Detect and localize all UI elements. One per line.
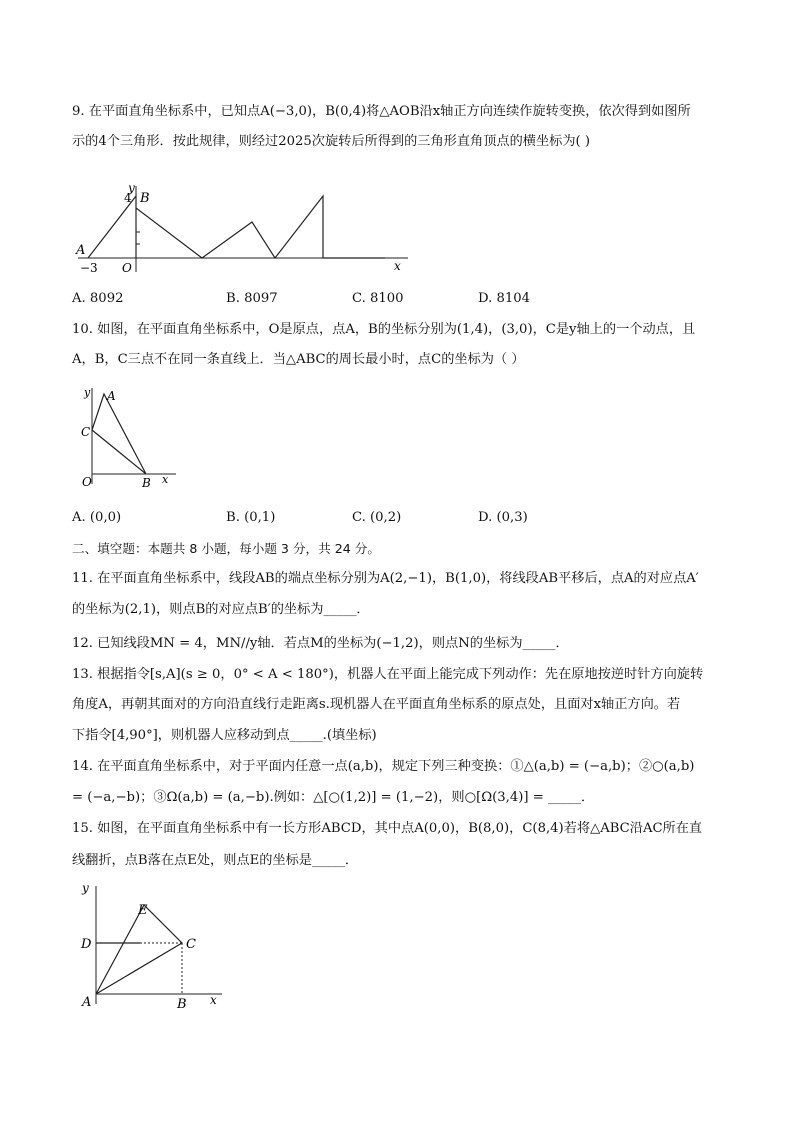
q11-text-line1: 11. 在平面直角坐标系中，线段AB的端点坐标分别为A(2,−1)，B(1,0)，将线段AB平移后，点A的对应点A′: [72, 571, 699, 586]
q14-text-line1: 14. 在平面直角坐标系中，对于平面内任意一点(a,b)，规定下列三种变换：①△(a,b) = (−a,b)；②○(a,b): [72, 759, 695, 774]
q15-triangle-aec: [96, 905, 182, 994]
q15-text-line1: 15. 如图，在平面直角坐标系中有一长方形ABCD，其中点A(0,0)，B(8,0)，C(8,4)若将△ABC沿AC所在直: [72, 821, 703, 836]
q10-option-d[interactable]: D. (0,3): [478, 510, 528, 525]
q10-text-line2: A，B，C三点不在同一条直线上．当△ABC的周长最小时，点C的坐标为（ ）: [72, 352, 525, 367]
q10-label-C: C: [81, 425, 91, 439]
q15-label-y: y: [82, 881, 89, 895]
q9-label-A: A: [76, 243, 86, 258]
q10-figure: [72, 380, 182, 490]
q10-label-A: A: [107, 389, 116, 403]
q15-label-C: C: [186, 937, 196, 952]
q10-option-b[interactable]: B. (0,1): [226, 510, 276, 525]
q9-option-d[interactable]: D. 8104: [478, 291, 531, 306]
q10-text-line1: 10. 如图，在平面直角坐标系中，O是原点，点A，B的坐标分别为(1,4)，(3,0)，C是y轴上的一个动点，且: [72, 322, 696, 337]
q10-option-a[interactable]: A. (0,0): [72, 510, 122, 525]
q9-option-c[interactable]: C. 8100: [352, 291, 404, 306]
q9-label-O: O: [122, 261, 132, 275]
q9-triangle-path: [88, 196, 385, 258]
q9-label-minus3: −3: [80, 261, 98, 275]
q13-text-line1: 13. 根据指令[s,A](s ≥ 0，0° < A < 180°)，机器人在平面上能完成下列动作：先在原地按逆时针方向旋转: [72, 667, 704, 682]
q13-text-line2: 角度A，再朝其面对的方向沿直线行走距离s.现机器人在平面直角坐标系的原点处，且面对x轴正方向。若: [72, 697, 681, 712]
q10-label-O: O: [82, 475, 92, 489]
q15-label-A: A: [82, 995, 92, 1010]
q15-label-x: x: [210, 993, 217, 1007]
q9-text-line1: 9. 在平面直角坐标系中，已知点A(−3,0)，B(0,4)将△AOB沿x轴正方向连续作旋转变换，依次得到如图所: [72, 104, 691, 119]
q15-label-B: B: [177, 997, 187, 1012]
section-heading: 二、填空题：本题共 8 小题，每小题 3 分，共 24 分。: [72, 541, 380, 556]
q9-figure: [70, 180, 415, 280]
q10-label-B: B: [142, 476, 151, 490]
q12-text-line1: 12. 已知线段MN = 4，MN//y轴．若点M的坐标为(−1,2)，则点N的坐标为_____．: [72, 636, 569, 651]
q15-figure: [76, 880, 226, 1015]
q13-text-line3: 下指令[4,90°]，则机器人应移动到点_____.(填坐标): [72, 728, 377, 743]
q15-label-E: E: [138, 903, 148, 918]
q9-label-4: 4: [124, 191, 132, 205]
q9-label-B: B: [140, 191, 150, 206]
q11-text-line2: 的坐标为(2,1)，则点B的对应点B′的坐标为_____．: [72, 602, 370, 617]
q15-label-D: D: [81, 937, 92, 952]
q10-label-y: y: [84, 386, 91, 399]
q10-label-x: x: [162, 473, 169, 486]
q10-triangle-abc: [92, 394, 146, 474]
q14-text-line2: = (−a,−b)；③Ω(a,b) = (a,−b).例如：△[○(1,2)] = (1,−2)，则○[Ω(3,4)] = _____．: [72, 790, 595, 805]
q9-text-line2: 示的4个三角形．按此规律，则经过2025次旋转后所得到的三角形直角顶点的横坐标为( ): [72, 134, 590, 149]
q9-label-y: y: [128, 181, 135, 195]
q10-option-c[interactable]: C. (0,2): [352, 510, 402, 525]
q9-option-a[interactable]: A. 8092: [72, 291, 124, 306]
q15-text-line2: 线翻折，点B落在点E处，则点E的坐标是_____．: [72, 853, 359, 868]
q9-option-b[interactable]: B. 8097: [226, 291, 278, 306]
q9-label-x: x: [394, 259, 401, 273]
